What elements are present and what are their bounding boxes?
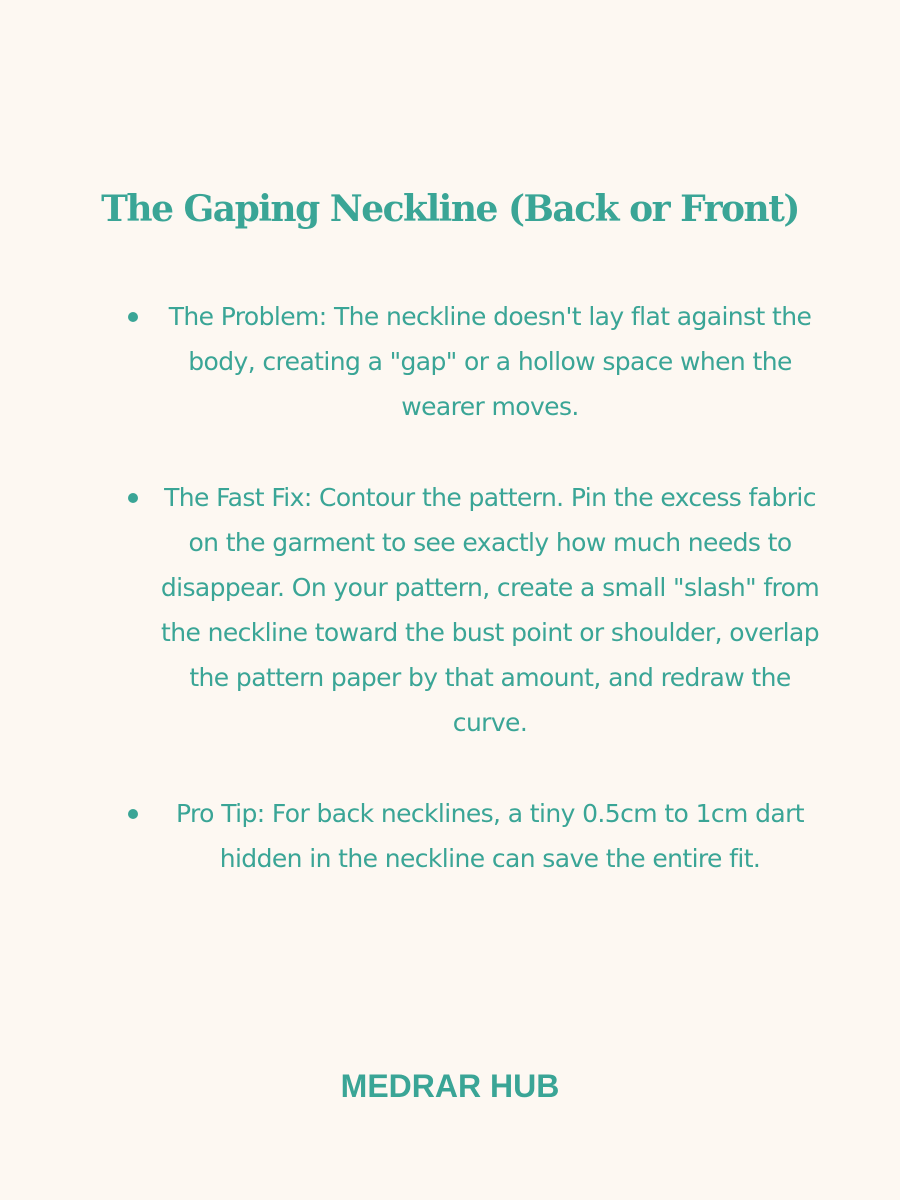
bullet-text: Pro Tip: For back necklines, a tiny 0.5cm to 1cm dart hidden in the neckline can save the entire fit. <box>175 799 804 873</box>
bullet-list <box>120 294 820 927</box>
bullet-dot-icon <box>128 312 138 322</box>
bullet-item-fast-fix <box>120 475 820 745</box>
bullet-item-problem <box>120 294 820 429</box>
page-title: The Gaping Neckline (Back or Front) <box>101 188 799 230</box>
bullet-text: The Fast Fix: Contour the pattern. Pin the excess fabric on the garment to see exactly how much needs to disappear. On your pattern, create a small "slash" from the neckline toward the bust point or shoulder, overlap the pattern paper by that amount, and redraw the curve. <box>160 483 820 737</box>
bullet-item-pro-tip <box>120 791 820 881</box>
brand-name: MEDRAR HUB <box>340 1068 560 1104</box>
bullet-text: The Problem: The neckline doesn't lay flat against the body, creating a "gap" or a hollow space when the wearer moves. <box>168 302 812 421</box>
bullet-dot-icon <box>128 809 138 819</box>
bullet-dot-icon <box>128 493 138 503</box>
